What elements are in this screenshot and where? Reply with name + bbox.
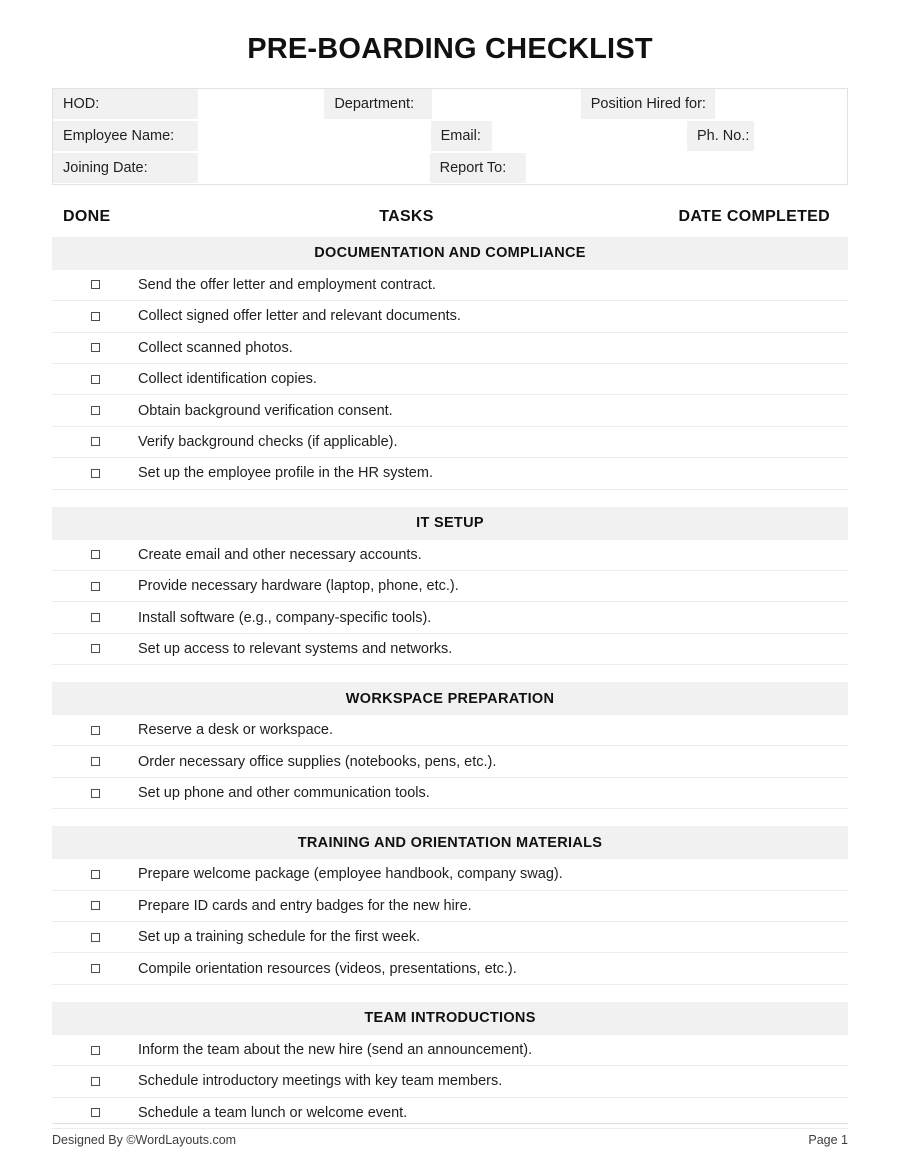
- checkbox-icon[interactable]: [91, 1108, 100, 1117]
- task-label: Provide necessary hardware (laptop, phone, etc.).: [138, 578, 459, 595]
- task-label: Set up a training schedule for the first week.: [138, 929, 421, 946]
- employee-name-field[interactable]: [199, 121, 430, 151]
- page-footer: [52, 1123, 848, 1147]
- task-checkbox-cell: [52, 280, 138, 289]
- task-row: [52, 891, 848, 922]
- phone-number-field[interactable]: [755, 121, 847, 151]
- page-title: PRE-BOARDING CHECKLIST: [247, 33, 653, 65]
- task-checkbox-cell: [52, 582, 138, 591]
- checkbox-icon[interactable]: [91, 644, 100, 653]
- hod-label: HOD:: [53, 89, 198, 119]
- department-field[interactable]: [433, 89, 580, 119]
- task-label: Set up phone and other communication tools.: [138, 785, 430, 802]
- task-label: Order necessary office supplies (notebooks, pens, etc.).: [138, 753, 497, 770]
- department-label: Department:: [324, 89, 431, 119]
- task-checkbox-cell: [52, 933, 138, 942]
- task-row: [52, 715, 848, 746]
- task-label: Obtain background verification consent.: [138, 402, 393, 419]
- task-label: Prepare ID cards and entry badges for the new hire.: [138, 897, 472, 914]
- checkbox-icon[interactable]: [91, 757, 100, 766]
- task-label: Schedule introductory meetings with key team members.: [138, 1073, 503, 1090]
- task-row: [52, 540, 848, 571]
- info-row-3: [53, 153, 847, 184]
- task-row: [52, 270, 848, 301]
- section-heading: TRAINING AND ORIENTATION MATERIALS: [52, 826, 848, 859]
- task-label: Collect identification copies.: [138, 371, 317, 388]
- task-checkbox-cell: [52, 343, 138, 352]
- checkbox-icon[interactable]: [91, 280, 100, 289]
- task-row: [52, 571, 848, 602]
- task-row: [52, 634, 848, 665]
- task-label: Collect scanned photos.: [138, 339, 293, 356]
- section-heading: IT SETUP: [52, 507, 848, 540]
- task-checkbox-cell: [52, 375, 138, 384]
- task-checkbox-cell: [52, 1077, 138, 1086]
- section-heading: DOCUMENTATION AND COMPLIANCE: [52, 237, 848, 270]
- task-row: [52, 395, 848, 426]
- checkbox-icon[interactable]: [91, 1046, 100, 1055]
- task-checkbox-cell: [52, 613, 138, 622]
- report-to-label: Report To:: [430, 153, 527, 183]
- task-checkbox-cell: [52, 312, 138, 321]
- footer-page-number: Page 1: [808, 1133, 848, 1147]
- task-label: Send the offer letter and employment contract.: [138, 276, 436, 293]
- task-checkbox-cell: [52, 901, 138, 910]
- task-row: [52, 602, 848, 633]
- checklist-body: [52, 237, 848, 1129]
- task-checkbox-cell: [52, 437, 138, 446]
- task-checkbox-cell: [52, 870, 138, 879]
- task-row: [52, 427, 848, 458]
- checkbox-icon[interactable]: [91, 343, 100, 352]
- checkbox-icon[interactable]: [91, 613, 100, 622]
- task-checkbox-cell: [52, 789, 138, 798]
- task-row: [52, 333, 848, 364]
- checkbox-icon[interactable]: [91, 726, 100, 735]
- task-label: Set up the employee profile in the HR system.: [138, 465, 433, 482]
- task-row: [52, 1066, 848, 1097]
- task-row: [52, 1035, 848, 1066]
- checkbox-icon[interactable]: [91, 870, 100, 879]
- checkbox-icon[interactable]: [91, 375, 100, 384]
- employee-name-label: Employee Name:: [53, 121, 198, 151]
- checkbox-icon[interactable]: [91, 964, 100, 973]
- email-field[interactable]: [493, 121, 686, 151]
- task-label: Schedule a team lunch or welcome event.: [138, 1104, 408, 1121]
- task-checkbox-cell: [52, 726, 138, 735]
- task-checkbox-cell: [52, 550, 138, 559]
- task-label: Verify background checks (if applicable).: [138, 433, 398, 450]
- phone-number-label: Ph. No.:: [687, 121, 754, 151]
- column-headers: [52, 208, 848, 226]
- joining-date-label: Joining Date:: [53, 153, 198, 183]
- checkbox-icon[interactable]: [91, 1077, 100, 1086]
- footer-credit: Designed By ©WordLayouts.com: [52, 1133, 237, 1147]
- task-row: [52, 746, 848, 777]
- task-label: Install software (e.g., company-specific tools).: [138, 609, 432, 626]
- checkbox-icon[interactable]: [91, 550, 100, 559]
- task-checkbox-cell: [52, 469, 138, 478]
- email-label: Email:: [431, 121, 493, 151]
- checkbox-icon[interactable]: [91, 901, 100, 910]
- task-label: Inform the team about the new hire (send an announcement).: [138, 1042, 533, 1059]
- employee-info-table: [52, 88, 848, 185]
- checkbox-icon[interactable]: [91, 312, 100, 321]
- task-checkbox-cell: [52, 1046, 138, 1055]
- checkbox-icon[interactable]: [91, 933, 100, 942]
- checkbox-icon[interactable]: [91, 437, 100, 446]
- info-row-1: [53, 89, 847, 120]
- section-heading: WORKSPACE PREPARATION: [52, 682, 848, 715]
- task-checkbox-cell: [52, 964, 138, 973]
- task-row: [52, 364, 848, 395]
- position-hired-for-label: Position Hired for:: [581, 89, 715, 119]
- task-label: Reserve a desk or workspace.: [138, 722, 334, 739]
- task-row: [52, 859, 848, 890]
- task-row: [52, 458, 848, 489]
- task-checkbox-cell: [52, 644, 138, 653]
- checkbox-icon[interactable]: [91, 789, 100, 798]
- task-row: [52, 953, 848, 984]
- task-row: [52, 922, 848, 953]
- checkbox-icon[interactable]: [91, 582, 100, 591]
- column-header-date-completed: DATE COMPLETED: [678, 207, 830, 225]
- report-to-field[interactable]: [527, 153, 847, 183]
- checkbox-icon[interactable]: [91, 406, 100, 415]
- task-row: [52, 778, 848, 809]
- info-row-2: [53, 121, 847, 152]
- task-checkbox-cell: [52, 1108, 138, 1117]
- task-checkbox-cell: [52, 757, 138, 766]
- hod-field[interactable]: [199, 89, 323, 119]
- task-label: Collect signed offer letter and relevant documents.: [138, 308, 461, 325]
- task-label: Create email and other necessary accounts.: [138, 546, 422, 563]
- column-header-tasks: TASKS: [379, 207, 434, 225]
- section-heading: TEAM INTRODUCTIONS: [52, 1002, 848, 1035]
- task-checkbox-cell: [52, 406, 138, 415]
- column-header-done: DONE: [63, 207, 111, 225]
- checkbox-icon[interactable]: [91, 469, 100, 478]
- task-row: [52, 301, 848, 332]
- task-label: Compile orientation resources (videos, presentations, etc.).: [138, 960, 517, 977]
- task-label: Prepare welcome package (employee handbook, company swag).: [138, 866, 563, 883]
- position-hired-for-field[interactable]: [716, 89, 847, 119]
- joining-date-field[interactable]: [199, 153, 428, 183]
- task-label: Set up access to relevant systems and networks.: [138, 640, 453, 657]
